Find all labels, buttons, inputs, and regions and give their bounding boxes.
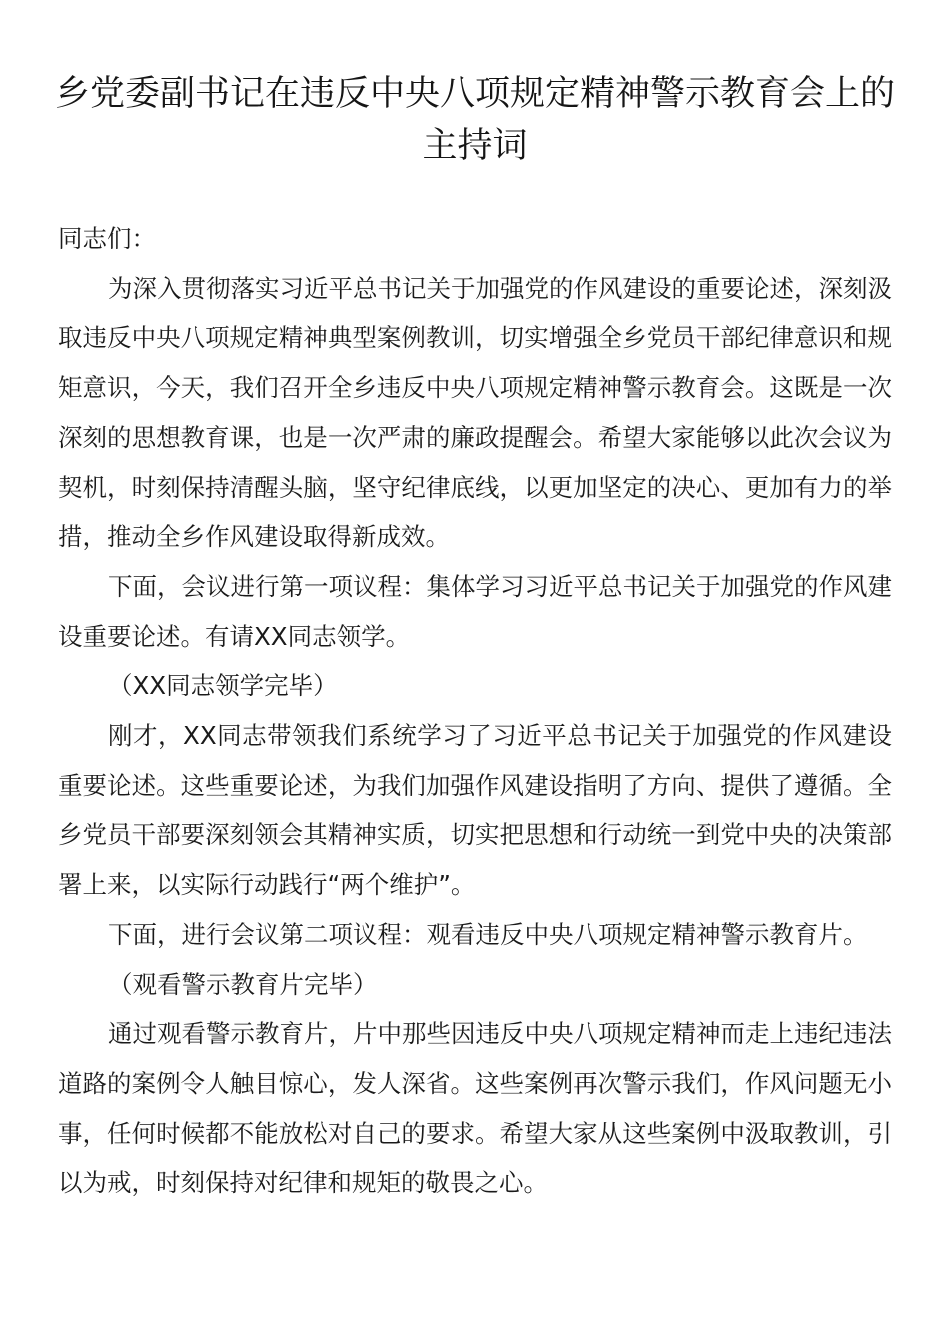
- salutation: 同志们：: [58, 224, 156, 253]
- paragraph-note-1: （XX同志领学完毕）: [108, 671, 338, 701]
- paragraph-summary-2: 通过观看警示教育片，片中那些因违反中央八项规定精神而走上违纪违法道路的案例令人触目惊心，发人深省。这些案例再次警示我们，作风问题无小事，任何时候都不能放松对自己的要求。希望大家从这些案例中汲取教训，引以为戒，时刻保持对纪律和规矩的敬畏之心。: [58, 1019, 892, 1198]
- paragraph-summary-1: 刚才，XX同志带领我们系统学习了习近平总书记关于加强党的作风建设重要论述。这些重要论述，为我们加强作风建设指明了方向、提供了遵循。全乡党员干部要深刻领会其精神实质，切实把思想和行动统一到党中央的决策部署上来，以实际行动践行“两个维护”。: [58, 721, 892, 900]
- paragraph-agenda-2: 下面，进行会议第二项议程：观看违反中央八项规定精神警示教育片。: [108, 919, 868, 949]
- paragraph-note-2: （观看警示教育片完毕）: [108, 969, 378, 999]
- document-title: 乡党委副书记在违反中央八项规定精神警示教育会上的主持词: [54, 74, 895, 166]
- paragraph-intro: 为深入贯彻落实习近平总书记关于加强党的作风建设的重要论述，深刻汲取违反中央八项规定精神典型案例教训，切实增强全乡党员干部纪律意识和规矩意识，今天，我们召开全乡违反中央八项规定精神警示教育会。这既是一次深刻的思想教育课，也是一次严肃的廉政提醒会。希望大家能够以此次会议为契机，时刻保持清醒头脑，坚守纪律底线，以更加坚定的决心、更加有力的举措，推动全乡作风建设取得新成效。: [58, 273, 892, 552]
- document-body: [58, 214, 892, 1208]
- paragraph-agenda-1: 下面，会议进行第一项议程：集体学习习近平总书记关于加强党的作风建设重要论述。有请XX同志领学。: [58, 571, 892, 651]
